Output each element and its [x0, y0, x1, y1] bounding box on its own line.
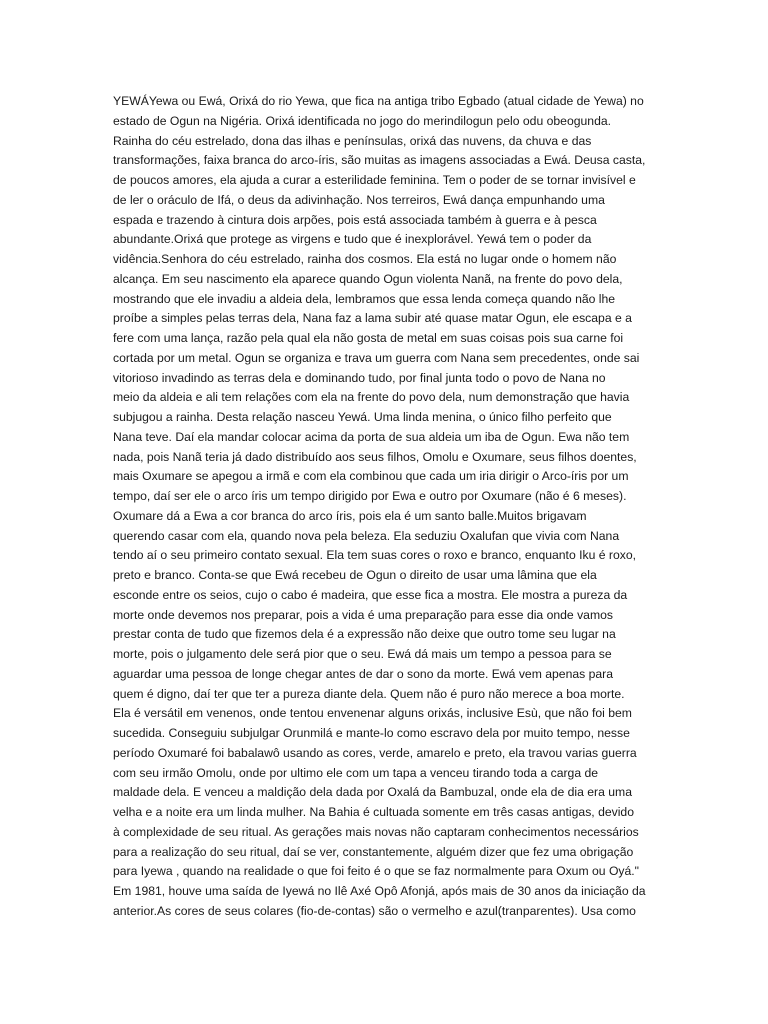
text-line: proíbe a simples pelas terras dela, Nana faz a lama subir até quase matar Ogun, ele escapa e a	[113, 311, 632, 326]
text-line: sucedida. Conseguiu subjulgar Orunmilá e mante-lo como escravo dela por muito tempo, nesse	[113, 726, 630, 740]
text-line: cortada por um metal. Ogun se organiza e trava um guerra com Nana sem precedentes, onde sai	[113, 350, 640, 365]
text-line: preto e branco. Conta-se que Ewá recebeu de Ogun o direito de usar uma lâmina que ela	[113, 568, 597, 582]
text-line: para Iyewa , quando na realidade o que foi feito é o que se faz normalmente para Oxum ou Oyá."	[113, 864, 640, 879]
text-line: estado de Ogun na Nigéria. Orixá identificada no jogo do merindilogun pelo odu obeogunda.	[113, 113, 612, 128]
text-line: de poucos amores, ela ajuda a curar a esterilidade feminina. Tem o poder de se tornar invisível e	[113, 173, 636, 187]
text-line: vidência.Senhora do céu estrelado, rainha dos cosmos. Ela está no lugar onde o homem não	[113, 252, 617, 266]
text-line: maldade dela. E venceu a maldição dela dada por Oxalá da Bambuzal, onde ela de dia era uma	[113, 785, 632, 800]
text-line: meio da aldeia e ali tem relações com ela na frente do povo dela, num demonstração que havia	[113, 390, 630, 405]
text-line: transformações, faixa branca do arco-íris, são muitas as imagens associadas a Ewá. Deusa casta,	[113, 153, 646, 168]
text-line: para a realização do seu ritual, daí se ver, constantemente, alguém dizer que fez uma obrigação	[113, 844, 634, 859]
text-line: tempo, daí ser ele o arco íris um tempo dirigido por Ewa e outro por Oxumare (não é 6 meses).	[113, 489, 627, 503]
text-line: querendo casar com ela, quando nova pela beleza. Ela seduziu Oxalufan que vivia com Nana	[113, 528, 620, 543]
body-text	[113, 92, 673, 922]
text-line: esconde entre os seios, cujo o cabo é madeira, que esse fica a mostra. Ele mostra a pureza da	[113, 587, 628, 602]
text-line: à complexidade de seu ritual. As gerações mais novas não captaram conhecimentos necessários	[113, 824, 639, 839]
text-line: velha e a noite era um linda mulher. Na Bahia é cultuada somente em três casas antigas, devido	[113, 805, 634, 819]
text-line: de ler o oráculo de Ifá, o deus da adivinhação. Nos terreiros, Ewá dança empunhando uma	[113, 192, 605, 207]
text-line: com seu irmão Omolu, onde por ultimo ele com um tapa a venceu tirando toda a carga de	[113, 765, 599, 780]
text-line: Ela é versátil em venenos, onde tentou envenenar alguns orixás, inclusive Esù, que não foi bem	[113, 706, 632, 721]
text-line: morte onde devemos nos preparar, pois a vida é uma preparação para esse dia onde vamos	[113, 607, 613, 622]
text-line: mostrando que ele invadiu a aldeia dela, lembramos que essa lenda começa quando não lhe	[113, 291, 616, 306]
text-line: quem é digno, daí ter que ter a pureza diante dela. Quem não é puro não merece a boa morte.	[113, 686, 625, 701]
text-line: YEWÁYewa ou Ewá, Orixá do rio Yewa, que fica na antiga tribo Egbado (atual cidade de Yewa) no	[113, 94, 644, 108]
text-line: abundante.Orixá que protege as virgens e tudo que é inexplorável. Yewá tem o poder da	[113, 232, 592, 247]
text-line: vitorioso invadindo as terras dela e dominando tudo, por final junta todo o povo de Nana no	[113, 370, 606, 385]
text-line: período Oxumaré foi babalawô usando as cores, verde, amarelo e preto, ela travou varias guerra	[113, 745, 637, 760]
text-line: espada e trazendo à cintura dois arpões, pois está associada também à guerra e à pesca	[113, 212, 597, 227]
text-line: tendo aí o seu primeiro contato sexual. Ela tem suas cores o roxo e branco, enquanto Iku é roxo,	[113, 548, 637, 563]
text-line: Oxumare dá a Ewa a cor branca do arco íris, pois ela é um santo balle.Muitos brigavam	[113, 508, 587, 523]
text-line: Nana teve. Daí ela mandar colocar acima da porta de sua aldeia um iba de Ogun. Ewa não tem	[113, 429, 630, 444]
text-line: subjugou a rainha. Desta relação nasceu Yewá. Uma linda menina, o único filho perfeito que	[113, 410, 612, 424]
text-line: prestar conta de tudo que fizemos dela é a expressão não deixe que outro tome seu lugar na	[113, 627, 616, 642]
text-line: aguardar uma pessoa de longe chegar antes de dar o sono da morte. Ewá vem apenas para	[113, 666, 614, 681]
text-line: anterior.As cores de seus colares (fio-de-contas) são o vermelho e azul(tranparentes). Usa como	[113, 903, 636, 918]
text-line: mais Oxumare se apegou a irmã e com ela combinou que cada um iria dirigir o Arco-íris por um	[113, 469, 629, 484]
text-line: Em 1981, houve uma saída de Iyewá no Ilê Axé Opô Afonjá, após mais de 30 anos da iniciação da	[113, 884, 646, 898]
text-line: alcança. Em seu nascimento ela aparece quando Ogun violenta Nanã, na frente do povo dela,	[113, 271, 623, 286]
text-line: fere com uma lança, razão pela qual ela não gosta de metal em suas coisas pois sua carne foi	[113, 331, 624, 345]
text-line: Rainha do céu estrelado, dona das ilhas e penínsulas, orixá das nuvens, da chuva e das	[113, 133, 592, 148]
text-line: morte, pois o julgamento dele será pior que o seu. Ewá dá mais um tempo a pessoa para se	[113, 647, 612, 661]
text-line: nada, pois Nanã teria já dado distribuído aos seus filhos, Omolu e Oxumare, seus filhos doentes,	[113, 449, 637, 464]
